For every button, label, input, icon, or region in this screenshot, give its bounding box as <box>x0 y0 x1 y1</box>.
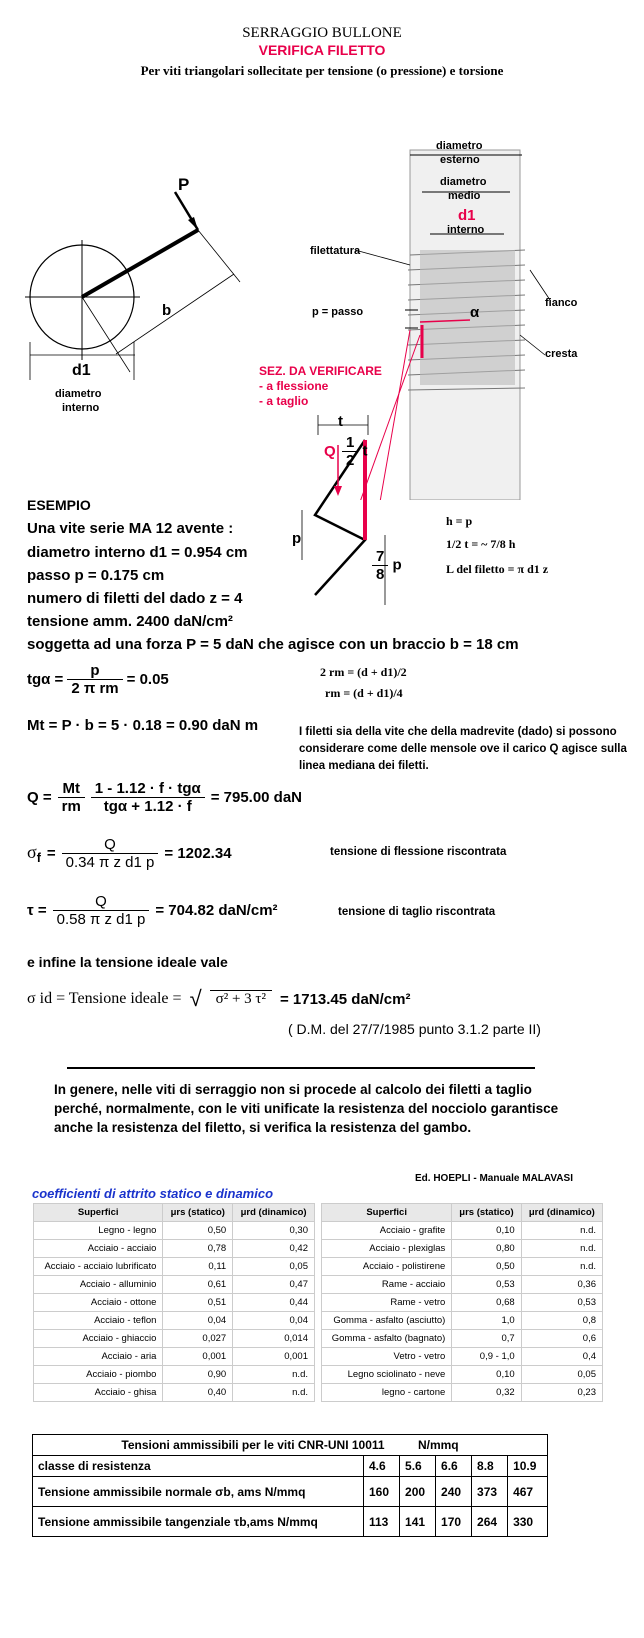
q-f2-den: tgα + 1.12 · f <box>103 798 192 815</box>
friction-table-right <box>321 1203 603 1402</box>
table-cell: Acciaio - ghisa <box>34 1384 163 1402</box>
table-cell: 0,014 <box>233 1330 315 1348</box>
table-cell: Rame - acciaio <box>322 1276 452 1294</box>
table-cell: Vetro - vetro <box>322 1348 452 1366</box>
tension-title-text: Tensioni ammissibili per le viti CNR-UNI 10011 <box>121 1438 385 1452</box>
table-row <box>322 1240 603 1258</box>
table-cell: Acciaio - ghiaccio <box>34 1330 163 1348</box>
table-cell: 0,23 <box>521 1384 602 1402</box>
thread-label: filettatura <box>310 245 361 257</box>
table-row <box>322 1276 603 1294</box>
table-row <box>33 1456 548 1477</box>
table-cell: 0,10 <box>452 1366 521 1384</box>
table-cell: n.d. <box>233 1384 315 1402</box>
force-label: P <box>178 175 190 194</box>
mt-formula: Mt = P · b = 5 · 0.18 = 0.90 daN m <box>27 717 259 734</box>
sigma-id-root: σ² + 3 τ² <box>210 990 272 1008</box>
tau-note: tensione di taglio riscontrata <box>338 906 496 918</box>
table-cell: 6.6 <box>436 1456 472 1477</box>
note-ht: 1/2 t = ~ 7/8 h <box>446 537 516 551</box>
table-cell: Acciaio - aria <box>34 1348 163 1366</box>
table-row <box>34 1240 315 1258</box>
tau-num: Q <box>53 893 150 911</box>
conclusion-text: In genere, nelle viti di serraggio non si procede al calcolo dei filetti a taglio perché, normalmente, con le viti unificate la resistenza del nocciolo garantisce anche la resistenza del filetto, si verifica la resistenza del gambo. <box>54 1082 559 1135</box>
table-cell: 0,32 <box>452 1384 521 1402</box>
table-cell: 0,78 <box>163 1240 233 1258</box>
table-cell: 0,05 <box>233 1258 315 1276</box>
table-cell: Rame - vetro <box>322 1294 452 1312</box>
tg-den: 2 π rm <box>71 680 119 697</box>
table-cell: 0,10 <box>452 1222 521 1240</box>
sigma-f-eq: = <box>46 845 56 862</box>
section-shear: - a taglio <box>259 394 309 408</box>
rm-line-1: 2 rm = (d + d1)/2 <box>320 665 407 679</box>
seven-eighths-p: p <box>392 556 402 574</box>
q-lhs: Q = <box>27 789 52 806</box>
fric-left-h0: Superfici <box>34 1204 163 1222</box>
q-f1-num: Mt <box>58 780 85 798</box>
d1-label: d1 <box>458 207 476 224</box>
table-cell: n.d. <box>521 1240 602 1258</box>
tg-lhs: tgα = <box>27 671 64 688</box>
table-cell: n.d. <box>521 1222 602 1240</box>
table-cell: 0,04 <box>233 1312 315 1330</box>
table-cell: 0,40 <box>163 1384 233 1402</box>
thread-t-label: t <box>338 413 343 430</box>
table-cell: 0,8 <box>521 1312 602 1330</box>
table-cell: 200 <box>400 1477 436 1507</box>
table-row <box>322 1258 603 1276</box>
ext-diam-1: diametro <box>436 140 483 152</box>
diameter-caption-2: interno <box>62 402 100 414</box>
dm-reference: ( D.M. del 27/7/1985 punto 3.1.2 parte II) <box>288 1021 541 1037</box>
arm-label: b <box>162 302 172 319</box>
table-row <box>322 1366 603 1384</box>
table-cell: 1,0 <box>452 1312 521 1330</box>
table-row <box>322 1222 603 1240</box>
table-cell: 8.8 <box>472 1456 508 1477</box>
table-cell: Tensione ammissibile normale σb, ams N/mmq <box>33 1477 364 1507</box>
mt-note: I filetti sia della vite che della madrevite (dado) si possono considerare come delle mensole ove il carico Q agisce sulla linea mediana dei filetti. <box>299 726 627 772</box>
table-cell: 0,7 <box>452 1330 521 1348</box>
table-cell: 264 <box>472 1507 508 1537</box>
internal-label: interno <box>447 224 485 236</box>
table-cell: Gomma - asfalto (asciutto) <box>322 1312 452 1330</box>
table-cell: Acciaio - plexiglas <box>322 1240 452 1258</box>
half-den: 2 <box>346 452 355 469</box>
friction-table-left <box>33 1203 315 1402</box>
table-cell: n.d. <box>233 1366 315 1384</box>
sigma-id-lhs: σ id = Tensione ideale = <box>27 990 182 1007</box>
alpha-label: α <box>470 304 480 321</box>
q-f2-num: 1 - 1.12 · f · tgα <box>91 780 205 798</box>
tau-den: 0.58 π z d1 p <box>56 911 146 928</box>
load-q-label: Q <box>324 443 336 460</box>
table-cell: 373 <box>472 1477 508 1507</box>
table-cell: Legno sciolinato - neve <box>322 1366 452 1384</box>
table-cell: 0,47 <box>233 1276 315 1294</box>
example-line-5: tensione amm. 2400 daN/cm² <box>27 613 233 630</box>
table-cell: 0,50 <box>452 1258 521 1276</box>
table-cell: 0,4 <box>521 1348 602 1366</box>
sigma-f-num: Q <box>62 836 159 854</box>
table-cell: legno - cartone <box>322 1384 452 1402</box>
table-cell: 0,30 <box>233 1222 315 1240</box>
table-cell: Acciaio - teflon <box>34 1312 163 1330</box>
example-line-6: soggetta ad una forza P = 5 daN che agisce con un braccio b = 18 cm <box>27 636 519 653</box>
table-cell: 0,027 <box>163 1330 233 1348</box>
table-cell: 0,6 <box>521 1330 602 1348</box>
table-row <box>34 1366 315 1384</box>
table-cell: Acciaio - acciaio <box>34 1240 163 1258</box>
table-cell: Tensione ammissibile tangenziale τb,ams N/mmq <box>33 1507 364 1537</box>
flank-label: fianco <box>545 297 578 309</box>
table-row <box>34 1348 315 1366</box>
table-row <box>322 1348 603 1366</box>
table-cell: 0,36 <box>521 1276 602 1294</box>
section-bending: - a flessione <box>259 379 329 393</box>
table-cell: Acciaio - grafite <box>322 1222 452 1240</box>
tau-lhs: τ = <box>27 902 47 919</box>
table-cell: 0,53 <box>452 1276 521 1294</box>
table-cell: Acciaio - alluminio <box>34 1276 163 1294</box>
q-result: = 795.00 daN <box>210 789 303 806</box>
table-cell: 10.9 <box>508 1456 548 1477</box>
note-l: L del filetto = π d1 z <box>446 562 549 576</box>
half-t: t <box>362 442 368 460</box>
table-cell: n.d. <box>521 1258 602 1276</box>
ext-diam-2: esterno <box>440 154 480 166</box>
tg-formula <box>27 662 169 697</box>
table-cell: 330 <box>508 1507 548 1537</box>
divider <box>67 1067 535 1069</box>
table-cell: 240 <box>436 1477 472 1507</box>
table-cell: 0,51 <box>163 1294 233 1312</box>
fric-left-h1: μrs (statico) <box>163 1204 233 1222</box>
table-cell: 0,11 <box>163 1258 233 1276</box>
table-cell: 0,50 <box>163 1222 233 1240</box>
diameter-caption-1: diametro <box>55 388 102 400</box>
example-line-4: numero di filetti del dado z = 4 <box>27 590 243 607</box>
table-cell: 0,42 <box>233 1240 315 1258</box>
page-subtitle: VERIFICA FILETTO <box>258 42 386 58</box>
table-cell: 0,44 <box>233 1294 315 1312</box>
table-cell: 0,05 <box>521 1366 602 1384</box>
diameter-label: d1 <box>72 362 91 379</box>
example-line-2: diametro interno d1 = 0.954 cm <box>27 544 248 561</box>
fric-left-h2: μrd (dinamico) <box>233 1204 315 1222</box>
page-title: SERRAGGIO BULLONE <box>242 25 402 41</box>
sigma-f-note: tensione di flessione riscontrata <box>330 846 507 858</box>
ideal-intro: e infine la tensione ideale vale <box>27 954 228 970</box>
table-row <box>322 1312 603 1330</box>
note-h: h = p <box>446 514 473 528</box>
tg-result: = 0.05 <box>126 671 169 688</box>
example-line-3: passo p = 0.175 cm <box>27 567 165 584</box>
tension-table <box>32 1434 548 1537</box>
table-cell: Gomma - asfalto (bagnato) <box>322 1330 452 1348</box>
table-cell: Acciaio - piombo <box>34 1366 163 1384</box>
table-cell: 0,61 <box>163 1276 233 1294</box>
table-row <box>34 1312 315 1330</box>
tau-formula <box>27 893 278 928</box>
crest-label: cresta <box>545 348 578 360</box>
tau-result: = 704.82 daN/cm² <box>155 902 278 919</box>
mid-diam-2: medio <box>448 190 481 202</box>
sigma-id-result: = 1713.45 daN/cm² <box>279 990 411 1008</box>
tension-table-title <box>33 1435 548 1456</box>
table-row <box>322 1384 603 1402</box>
example-heading: ESEMPIO <box>27 497 91 513</box>
table-cell: 0,001 <box>163 1348 233 1366</box>
table-row <box>34 1258 315 1276</box>
sigma-id-formula: σ id = Tensione ideale = √ σ² + 3 τ² = 1713.45 daN/cm² <box>27 986 411 1011</box>
table-row <box>33 1477 548 1507</box>
table-cell: 5.6 <box>400 1456 436 1477</box>
sigma-f-lhs: σ <box>27 842 37 862</box>
table-cell: 170 <box>436 1507 472 1537</box>
seven-eighths-den: 8 <box>376 566 385 583</box>
table-cell: 0,90 <box>163 1366 233 1384</box>
table-cell: 160 <box>364 1477 400 1507</box>
sigma-f-result: = 1202.34 <box>164 845 232 862</box>
table-row <box>34 1222 315 1240</box>
table-row <box>34 1294 315 1312</box>
table-cell: Acciaio - polistirene <box>322 1258 452 1276</box>
table-row <box>34 1276 315 1294</box>
table-cell: 113 <box>364 1507 400 1537</box>
rm-line-2: rm = (d + d1)/4 <box>325 686 403 700</box>
sigma-f-sub: f <box>36 851 41 865</box>
table-row <box>322 1294 603 1312</box>
thread-p-label: p <box>292 530 302 547</box>
fric-right-h2: μrd (dinamico) <box>521 1204 602 1222</box>
table-cell: 0,001 <box>233 1348 315 1366</box>
table-cell: 0,68 <box>452 1294 521 1312</box>
sigma-f-den: 0.34 π z d1 p <box>65 854 155 871</box>
table-row <box>33 1507 548 1537</box>
credit: Ed. HOEPLI - Manuale MALAVASI <box>415 1173 573 1184</box>
table-cell: 0,80 <box>452 1240 521 1258</box>
page-description: Per viti triangolari sollecitate per tensione (o pressione) e torsione <box>140 63 504 78</box>
table-cell: 0,9 - 1,0 <box>452 1348 521 1366</box>
fric-right-h0: Superfici <box>322 1204 452 1222</box>
tg-num: p <box>67 662 122 680</box>
table-cell: 141 <box>400 1507 436 1537</box>
table-cell: Acciaio - acciaio lubrificato <box>34 1258 163 1276</box>
table-cell: 0,53 <box>521 1294 602 1312</box>
table-cell: 0,04 <box>163 1312 233 1330</box>
table-row <box>322 1330 603 1348</box>
seven-eighths-num: 7 <box>372 548 388 566</box>
friction-title: coefficienti di attrito statico e dinamico <box>32 1186 274 1201</box>
half-num: 1 <box>342 434 358 452</box>
q-f1-den: rm <box>61 798 81 815</box>
sigma-f-formula <box>27 836 232 871</box>
table-cell: 467 <box>508 1477 548 1507</box>
pitch-label: p = passo <box>312 306 364 318</box>
mid-diam-1: diametro <box>440 176 487 188</box>
fric-right-h1: μrs (statico) <box>452 1204 521 1222</box>
table-cell: Acciaio - ottone <box>34 1294 163 1312</box>
table-cell: 4.6 <box>364 1456 400 1477</box>
table-cell: classe di resistenza <box>33 1456 364 1477</box>
example-line-1: Una vite serie MA 12 avente : <box>27 520 234 537</box>
section-title: SEZ. DA VERIFICARE <box>259 364 382 378</box>
tension-unit: N/mmq <box>417 1438 459 1452</box>
table-row <box>34 1330 315 1348</box>
table-row <box>34 1384 315 1402</box>
table-cell: Legno - legno <box>34 1222 163 1240</box>
q-formula <box>27 780 302 815</box>
